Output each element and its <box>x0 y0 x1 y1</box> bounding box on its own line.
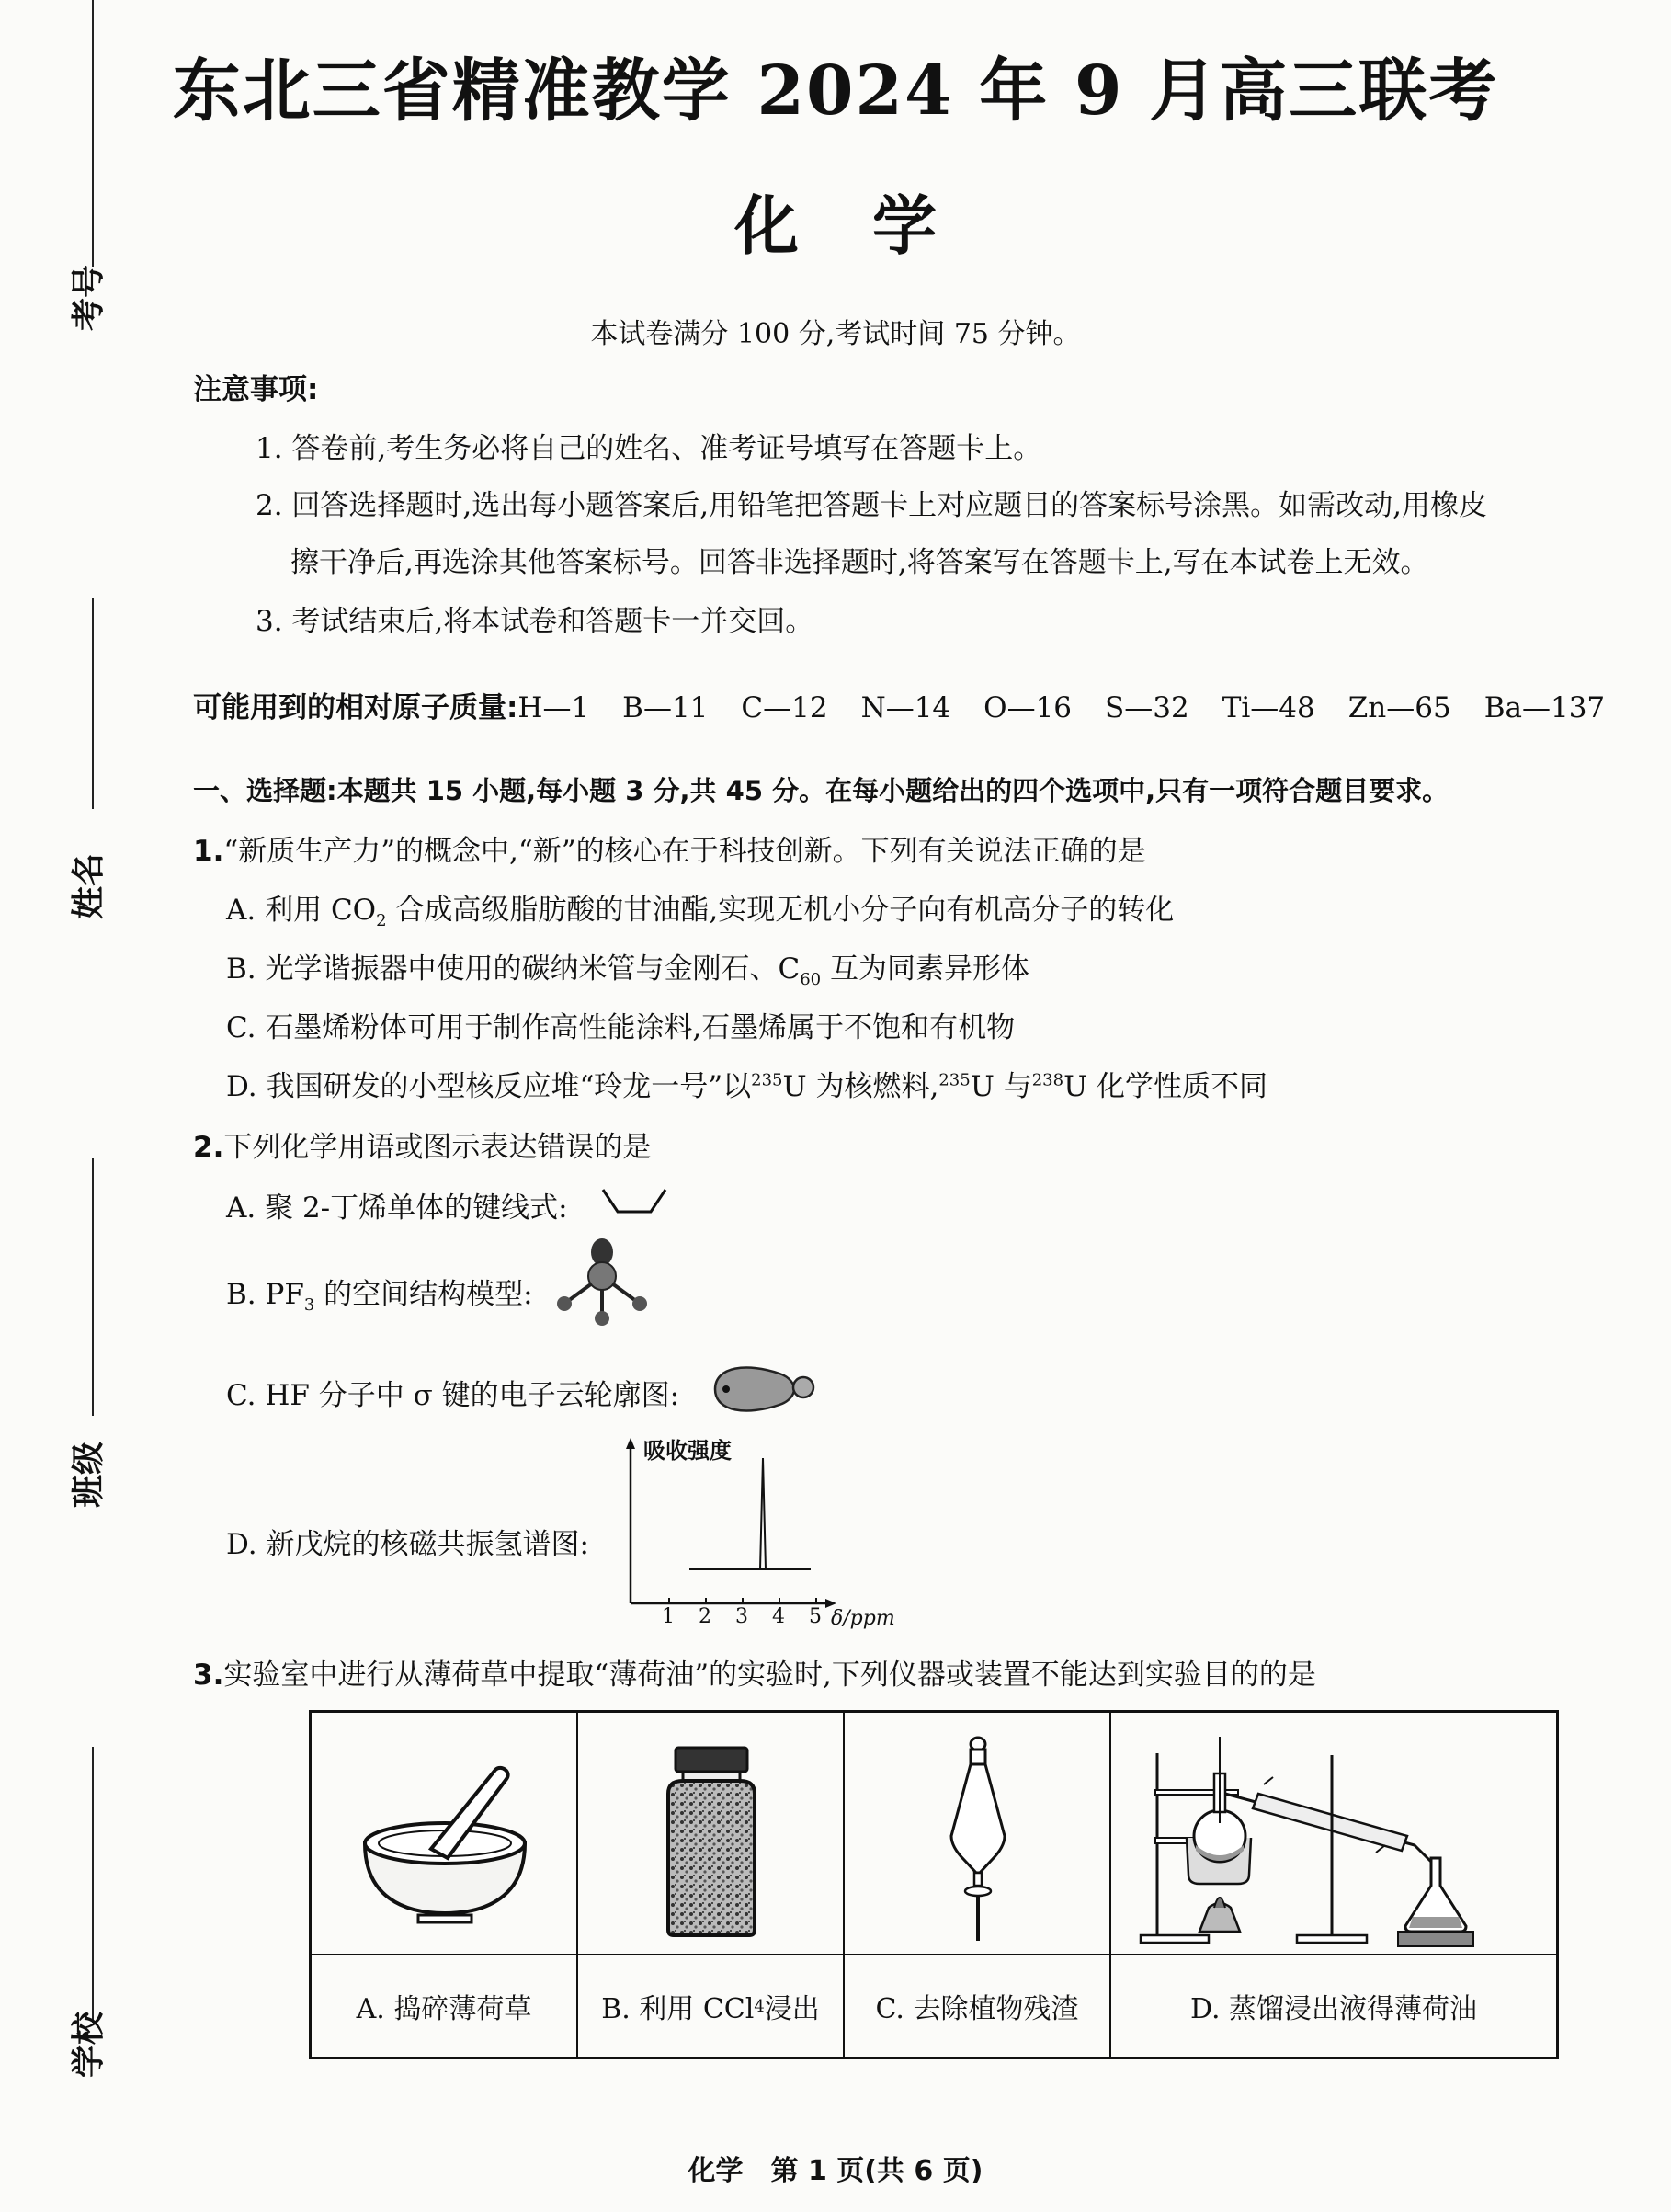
apparatus-cell-a <box>312 1713 578 2057</box>
side-label-class: 班级 <box>70 1441 108 1508</box>
q2-stem-text: 下列化学用语或图示表达错误的是 <box>223 1131 652 1164</box>
page-title: 东北三省精准教学 2024 年 9 月高三联考 <box>172 51 1499 131</box>
extraction-bottle-image <box>661 1746 762 1939</box>
q2-stem <box>193 1123 651 1165</box>
nmr-tick-label: 1 <box>662 1605 675 1628</box>
apparatus-caption-b <box>578 1954 843 2057</box>
atomic-masses-label: 可能用到的相对原子质量: <box>193 691 518 724</box>
q2-option-d: D. 新戊烷的核磁共振氢谱图: <box>226 1528 589 1561</box>
atomic-mass: Ba—137 <box>1483 691 1606 724</box>
q3-stem <box>193 1651 1316 1693</box>
q1-option-d-text: D. 我国研发的小型核反应堆“玲龙一号”以 <box>226 1070 752 1103</box>
distillation-apparatus-image <box>1139 1737 1534 1948</box>
nmr-peak <box>756 1458 769 1569</box>
nmr-spectrum <box>616 1438 895 1631</box>
notes-item-1: 1. 答卷前,考生务必将自己的姓名、准考证号填写在答题卡上。 <box>256 432 1042 465</box>
q1-option-d-sup: 238 <box>1031 1070 1064 1090</box>
notes-item-2: 2. 回答选择题时,选出每小题答案后,用铅笔把答题卡上对应题目的答案标号涂黑。如需改动,用橡皮 <box>256 489 1487 522</box>
atomic-mass: C—12 <box>741 691 828 724</box>
q3-number: 3. <box>193 1659 224 1692</box>
side-line-class <box>92 1158 94 1416</box>
apparatus-cell-d <box>1111 1713 1556 2057</box>
section-heading: 一、选择题:本题共 15 小题,每小题 3 分,共 45 分。在每小题给出的四个选项中,只有一项符合题目要求。 <box>193 775 1449 806</box>
q1-option-a-sub: 2 <box>376 911 387 931</box>
atomic-mass: N—14 <box>860 691 951 724</box>
atomic-mass: O—16 <box>983 691 1073 724</box>
apparatus-caption-b-text2: 浸出 <box>764 1993 820 2025</box>
nmr-xlabel: δ/ppm <box>831 1607 895 1630</box>
q1-option-b-sub: 60 <box>800 970 822 990</box>
apparatus-table <box>309 1710 1559 2059</box>
q2-option-b-sub: 3 <box>303 1295 315 1316</box>
notes-item-3: 3. 考试结束后,将本试卷和答题卡一并交回。 <box>256 605 814 638</box>
side-label-name: 姓名 <box>70 852 108 919</box>
subject-title: 化学 <box>734 188 1010 264</box>
nmr-ylabel: 吸收强度 <box>643 1438 732 1464</box>
q1-stem <box>193 827 1146 869</box>
q1-option-b <box>226 945 1029 989</box>
side-line-name <box>92 598 94 809</box>
mortar-pestle-image <box>358 1759 532 1924</box>
q2-option-b-text2: 的空间结构模型: <box>314 1278 533 1311</box>
apparatus-caption-b-text: B. 利用 CCl <box>601 1993 755 2025</box>
notes-item-2-cont: 擦干净后,再选涂其他答案标号。回答非选择题时,将答案写在答题卡上,写在本试卷上无效。 <box>290 546 1429 579</box>
side-line-school <box>92 1747 94 2023</box>
q2-option-a: A. 聚 2-丁烯单体的键线式: <box>226 1192 568 1225</box>
q1-option-d-text3: U 与 <box>970 1070 1032 1103</box>
q1-option-d-sup: 235 <box>751 1070 783 1090</box>
q2-option-b-text: B. PF <box>226 1278 304 1311</box>
q1-option-c: C. 石墨烯粉体可用于制作高性能涂料,石墨烯属于不饱和有机物 <box>226 1011 1016 1044</box>
apparatus-caption-c: C. 去除植物残渣 <box>845 1954 1109 2057</box>
q3-stem-text: 实验室中进行从薄荷草中提取“薄荷油”的实验时,下列仪器或装置不能达到实验目的的是 <box>223 1659 1316 1692</box>
q1-option-a <box>226 886 1174 930</box>
side-label-school: 学校 <box>70 2011 108 2078</box>
apparatus-cell-c <box>845 1713 1111 2057</box>
q1-option-d-sup: 235 <box>938 1070 971 1090</box>
q2-option-b <box>226 1271 533 1315</box>
notes-heading: 注意事项: <box>193 373 319 406</box>
exam-meta: 本试卷满分 100 分,考试时间 75 分钟。 <box>590 318 1081 350</box>
q1-option-a-text: A. 利用 CO <box>226 894 377 927</box>
atomic-mass: Zn—65 <box>1347 691 1451 724</box>
q1-option-d-text4: U 化学性质不同 <box>1063 1070 1268 1103</box>
side-label-exam-no: 考号 <box>70 264 108 331</box>
apparatus-cell-b <box>578 1713 845 2057</box>
q1-option-b-text2: 互为同素异形体 <box>821 952 1029 986</box>
page-footer: 化学 第 1 页(共 6 页) <box>688 2155 983 2187</box>
q1-option-b-text: B. 光学谐振器中使用的碳纳米管与金刚石、C <box>226 952 801 986</box>
pf3-model-image <box>551 1236 653 1328</box>
nmr-tick-label: 3 <box>735 1605 748 1628</box>
atomic-mass: B—11 <box>622 691 709 724</box>
separatory-funnel-image <box>946 1735 1010 1944</box>
q2-option-c: C. HF 分子中 σ 键的电子云轮廓图: <box>226 1379 680 1412</box>
q2-number: 2. <box>193 1131 224 1164</box>
q1-option-d-text2: U 为核燃料, <box>782 1070 939 1103</box>
atomic-mass: Ti—48 <box>1222 691 1315 724</box>
nmr-tick-label: 5 <box>809 1605 822 1628</box>
apparatus-caption-d: D. 蒸馏浸出液得薄荷油 <box>1111 1954 1556 2057</box>
nmr-axes <box>616 1438 892 1631</box>
atomic-masses <box>193 684 1605 725</box>
atomic-mass: H—1 <box>517 691 590 724</box>
q1-stem-text: “新质生产力”的概念中,“新”的核心在于科技创新。下列有关说法正确的是 <box>223 835 1146 868</box>
apparatus-caption-b-sub: 4 <box>754 1996 765 2016</box>
atomic-mass: S—32 <box>1105 691 1189 724</box>
q1-option-d <box>226 1063 1267 1104</box>
q1-option-a-text2: 合成高级脂肪酸的甘油酯,实现无机小分子向有机高分子的转化 <box>386 894 1175 927</box>
nmr-tick-label: 2 <box>699 1605 711 1628</box>
apparatus-caption-a: A. 捣碎薄荷草 <box>312 1954 576 2057</box>
hf-orbital-image <box>706 1359 816 1420</box>
nmr-tick-label: 4 <box>772 1605 785 1628</box>
q1-number: 1. <box>193 835 224 868</box>
skeletal-formula-image <box>597 1184 671 1221</box>
